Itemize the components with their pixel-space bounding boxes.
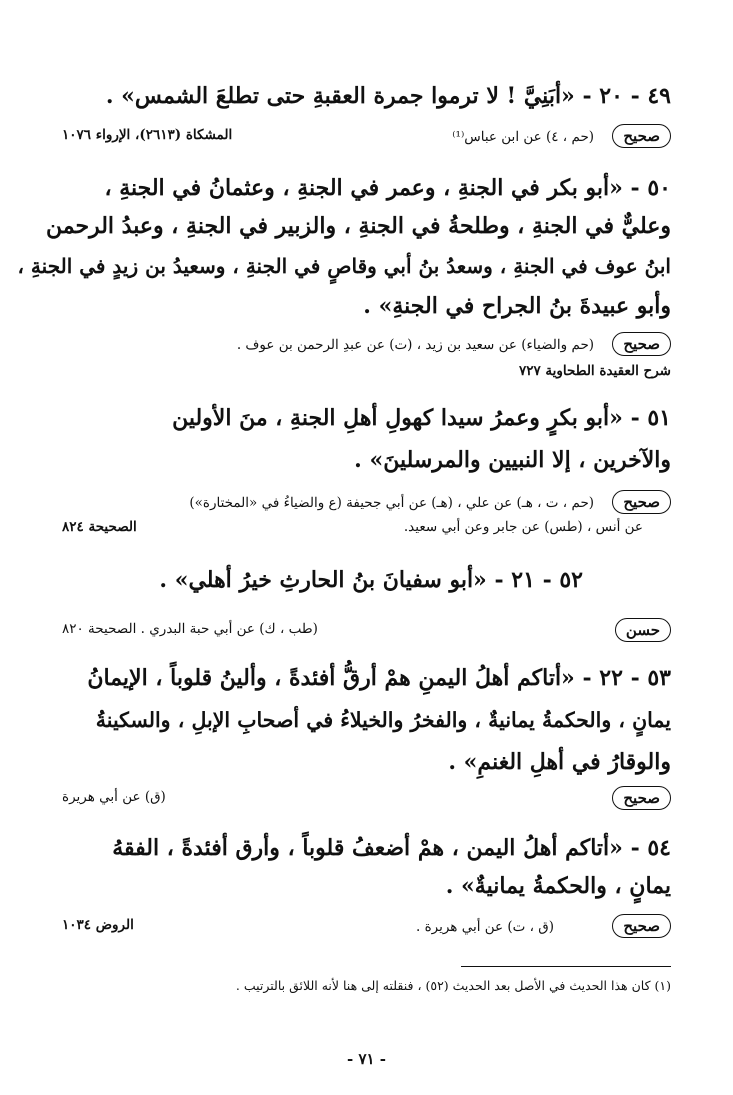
footnote: (١) كان هذا الحديث في الأصل بعد الحديث (٥٢) ، فنقلته إلى هنا لأنه اللائق بالترتيب . bbox=[235, 978, 671, 993]
grade-badge: صحيح bbox=[612, 124, 671, 148]
footnote-divider bbox=[461, 966, 671, 967]
hadith-50-line-3: ابنُ عوف في الجنةِ ، وسعدُ بنُ أبي وقاصٍ في الجنةِ ، وسعيدُ بن زيدٍ في الجنةِ ، bbox=[17, 254, 671, 278]
hadith-50-line-4: وأبو عبيدةَ بنُ الجراح في الجنةِ» . bbox=[363, 293, 671, 319]
page-number: - ٧١ - bbox=[346, 1050, 387, 1068]
hadith-53-line-2: يمانٍ ، والحكمةُ يمانيةٌ ، والفخرُ والخيلاءُ في أصحابِ الإبلِ ، والسكينةُ bbox=[95, 708, 671, 732]
hadith-54-reference: الروض ١٠٣٤ bbox=[62, 917, 134, 933]
hadith-51-source-line-2 bbox=[62, 516, 643, 538]
hadith-54-line-1: ٥٤ - «أتاكم أهلُ اليمن ، همْ أضعفُ قلوباً ، وأرق أفئدةً ، الفقهُ bbox=[112, 835, 671, 861]
hadith-50-line-2: وعليٌّ في الجنةِ ، وطلحةُ في الجنةِ ، والزبير في الجنةِ ، وعبدُ الرحمن bbox=[45, 213, 671, 239]
hadith-54-source: (ق ، ت) عن أبي هريرة . bbox=[416, 919, 555, 935]
hadith-52-source: (طب ، ك) عن أبي حبة البدري . الصحيحة ٨٢٠ bbox=[62, 621, 318, 637]
hadith-51-source-2: عن أنس ، (طس) عن جابر وعن أبي سعيد. bbox=[403, 519, 643, 535]
grade-badge: صحيح bbox=[612, 914, 671, 938]
hadith-50-source-line bbox=[62, 332, 671, 356]
hadith-50-line-1: ٥٠ - «أبو بكر في الجنةِ ، وعمر في الجنةِ ، وعثمانُ في الجنةِ ، bbox=[104, 175, 671, 201]
hadith-51-reference: الصحيحة ٨٢٤ bbox=[62, 519, 137, 535]
hadith-49-source: (حم ، ٤) عن ابن عباس⁽¹⁾ bbox=[452, 129, 595, 145]
grade-badge: صحيح bbox=[612, 332, 671, 356]
hadith-53-source: (ق) عن أبي هريرة bbox=[62, 789, 166, 805]
hadith-51-line-1: ٥١ - «أبو بكرٍ وعمرُ سيدا كهولِ أهلِ الجنةِ ، منَ الأولين bbox=[172, 405, 671, 431]
hadith-49-source-line bbox=[62, 124, 671, 148]
hadith-51-line-2: والآخرين ، إلا النبيين والمرسلينَ» . bbox=[354, 447, 671, 473]
hadith-52-line-1: ٥٢ - ٢١ - «أبو سفيانَ بنُ الحارثِ خيرُ أهلي» . bbox=[159, 567, 583, 593]
hadith-52-source-line bbox=[62, 618, 671, 642]
grade-badge: صحيح bbox=[612, 786, 671, 810]
hadith-51-source-line-1 bbox=[62, 490, 671, 514]
grade-badge: صحيح bbox=[612, 490, 671, 514]
grade-badge: حسن bbox=[615, 618, 671, 642]
hadith-49-reference: المشكاة (٢٦١٣)، الإرواء ١٠٧٦ bbox=[62, 127, 233, 143]
hadith-53-line-3: والوقارُ في أهلِ الغنمِ» . bbox=[448, 749, 671, 775]
hadith-54-source-line bbox=[62, 914, 671, 938]
hadith-50-source: (حم والضياء) عن سعيد بن زيد ، (ت) عن عبدِ الرحمن بن عوف . bbox=[236, 337, 595, 353]
hadith-53-line-1: ٥٣ - ٢٢ - «أتاكم أهلُ اليمنِ همْ أرقُّ أفئدةً ، وألينُ قلوباً ، الإيمانُ bbox=[87, 665, 671, 691]
hadith-50-reference: شرح العقيدة الطحاوية ٧٢٧ bbox=[518, 363, 671, 379]
hadith-51-source-1: (حم ، ت ، هـ) عن علي ، (هـ) عن أبي جحيفة (ع والضياءُ في «المختارة») bbox=[189, 495, 595, 511]
hadith-53-source-line bbox=[62, 786, 671, 810]
hadith-49-line-1: ٤٩ - ٢٠ - «أبَنِيَّ ! لا ترموا جمرة العقبةِ حتى تطلعَ الشمس» . bbox=[105, 83, 671, 109]
hadith-54-line-2: يمانٍ ، والحكمةُ يمانيةٌ» . bbox=[445, 873, 671, 899]
